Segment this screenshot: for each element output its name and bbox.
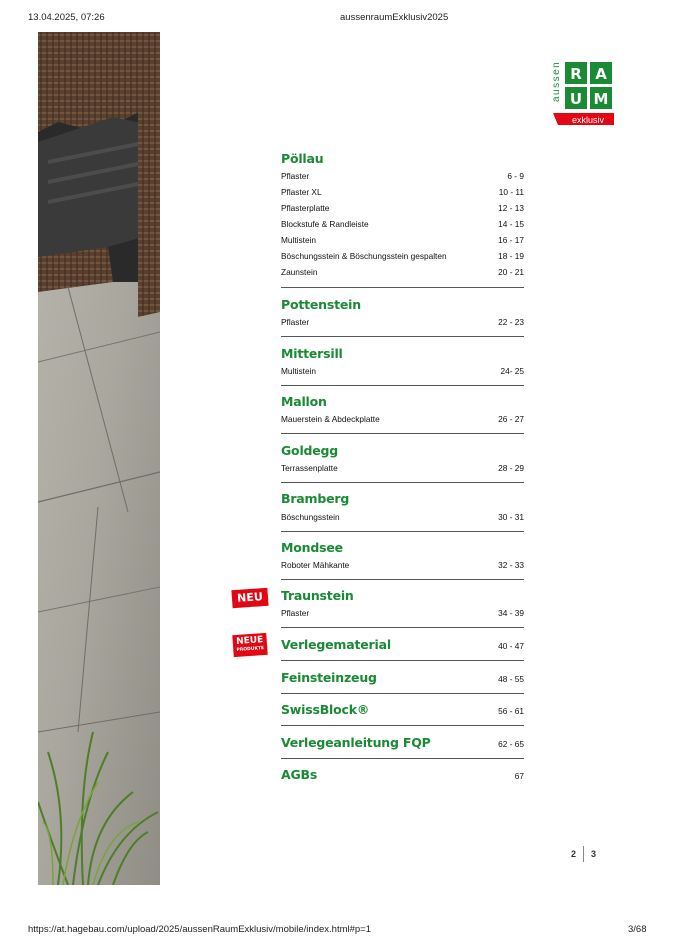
- toc-row-label: Pflaster XL: [281, 187, 322, 197]
- toc-row-pages: 12 - 13: [498, 203, 524, 213]
- logo-aussen-text: aussen: [551, 60, 562, 102]
- section-title-poellau[interactable]: Pöllau: [281, 151, 324, 166]
- section-title-mallon[interactable]: Mallon: [281, 394, 327, 409]
- section-title-agbs[interactable]: AGBs: [281, 767, 318, 782]
- raum-logo: [550, 58, 616, 128]
- section-title-goldegg[interactable]: Goldegg: [281, 443, 339, 458]
- print-datetime: 13.04.2025, 07:26: [28, 12, 105, 23]
- svg-text:M: M: [593, 90, 609, 108]
- section-title-bramberg[interactable]: Bramberg: [281, 491, 350, 506]
- toc-row[interactable]: [281, 171, 524, 183]
- section-divider: [281, 336, 524, 337]
- section-pages: 62 - 65: [498, 739, 524, 749]
- toc-row-label: Terrassenplatte: [281, 463, 338, 473]
- toc-row[interactable]: [281, 366, 524, 378]
- svg-text:exklusiv: exklusiv: [571, 115, 605, 125]
- section-title-swissblock[interactable]: SwissBlock®: [281, 702, 370, 717]
- toc-row-label: Pflasterplatte: [281, 203, 330, 213]
- svg-text:R: R: [570, 65, 582, 83]
- print-title: aussenraumExklusiv2025: [340, 12, 449, 23]
- garden-photo: [38, 32, 160, 885]
- svg-text:A: A: [595, 65, 607, 83]
- toc-row-label: Pflaster: [281, 317, 310, 327]
- section-title-verlegeanleitung[interactable]: Verlegeanleitung FQP: [281, 735, 431, 750]
- section-title-mittersill[interactable]: Mittersill: [281, 346, 343, 361]
- toc-row-label: Böschungsstein & Böschungsstein gespalten: [281, 251, 447, 261]
- toc-row-pages: 26 - 27: [498, 414, 524, 424]
- page-number-left: 2: [571, 849, 577, 859]
- section-title-traunstein[interactable]: Traunstein: [281, 588, 354, 603]
- section-pages: 67: [514, 771, 524, 781]
- section-pages: 56 - 61: [498, 706, 524, 716]
- toc-row-pages: 14 - 15: [498, 219, 524, 229]
- new-products-badge: [232, 633, 267, 657]
- toc-row-pages: 32 - 33: [498, 560, 524, 570]
- toc-row[interactable]: [281, 203, 524, 215]
- toc-row-label: Pflaster: [281, 171, 310, 181]
- svg-text:U: U: [569, 90, 583, 108]
- toc-row-label: Böschungsstein: [281, 512, 340, 522]
- toc-row-pages: 34 - 39: [498, 608, 524, 618]
- toc-row[interactable]: [281, 414, 524, 426]
- new-badge: NEU: [231, 588, 268, 608]
- toc-row-pages: 10 - 11: [498, 187, 524, 197]
- page-number-right: 3: [591, 849, 597, 859]
- section-divider: [281, 660, 524, 661]
- toc-row-pages: 30 - 31: [498, 512, 524, 522]
- section-pages: 40 - 47: [498, 641, 524, 651]
- section-divider: [281, 693, 524, 694]
- toc-row-pages: 18 - 19: [498, 251, 524, 261]
- section-divider: [281, 385, 524, 386]
- section-title-verlegematerial[interactable]: Verlegematerial: [281, 637, 391, 652]
- toc-row-pages: 6 - 9: [507, 171, 524, 181]
- toc-row-pages: 28 - 29: [498, 463, 524, 473]
- toc-row[interactable]: [281, 251, 524, 263]
- toc-row-label: Pflaster: [281, 608, 310, 618]
- toc-row-label: Roboter Mähkante: [281, 560, 350, 570]
- new-products-badge-top: NEUE: [235, 635, 264, 647]
- section-divider: [281, 531, 524, 532]
- section-title-pottenstein[interactable]: Pottenstein: [281, 297, 361, 312]
- toc-row[interactable]: [281, 235, 524, 247]
- toc-row[interactable]: [281, 463, 524, 475]
- toc-row[interactable]: [281, 317, 524, 329]
- print-url[interactable]: https://at.hagebau.com/upload/2025/aussenRaumExklusiv/mobile/index.html#p=1: [28, 924, 372, 935]
- toc-row-pages: 16 - 17: [498, 235, 524, 245]
- toc-row[interactable]: [281, 187, 524, 199]
- section-divider: [281, 758, 524, 759]
- section-pages: 48 - 55: [498, 674, 524, 684]
- toc-row-pages: 22 - 23: [498, 317, 524, 327]
- toc-row[interactable]: [281, 512, 524, 524]
- toc-row-label: Zaunstein: [281, 267, 318, 277]
- print-page-count: 3/68: [628, 924, 647, 935]
- toc-row-label: Multistein: [281, 235, 317, 245]
- toc-row[interactable]: [281, 267, 524, 279]
- section-divider: [281, 433, 524, 434]
- toc-row[interactable]: [281, 219, 524, 231]
- toc-row-label: Blockstufe & Randleiste: [281, 219, 369, 229]
- section-title-mondsee[interactable]: Mondsee: [281, 540, 343, 555]
- toc-row-label: Multistein: [281, 366, 317, 376]
- toc-row[interactable]: [281, 560, 524, 572]
- section-divider: [281, 725, 524, 726]
- section-divider: [281, 482, 524, 483]
- section-divider: [281, 627, 524, 628]
- toc-row-label: Mauerstein & Abdeckplatte: [281, 414, 380, 424]
- section-title-feinsteinzeug[interactable]: Feinsteinzeug: [281, 670, 377, 685]
- toc-row-pages: 20 - 21: [498, 267, 524, 277]
- toc-row-pages: 24- 25: [500, 366, 524, 376]
- section-divider: [281, 579, 524, 580]
- toc-row[interactable]: [281, 608, 524, 620]
- new-products-badge-bottom: PRODUKTE: [236, 646, 265, 653]
- page-number-divider: [583, 846, 584, 862]
- section-divider: [281, 287, 524, 288]
